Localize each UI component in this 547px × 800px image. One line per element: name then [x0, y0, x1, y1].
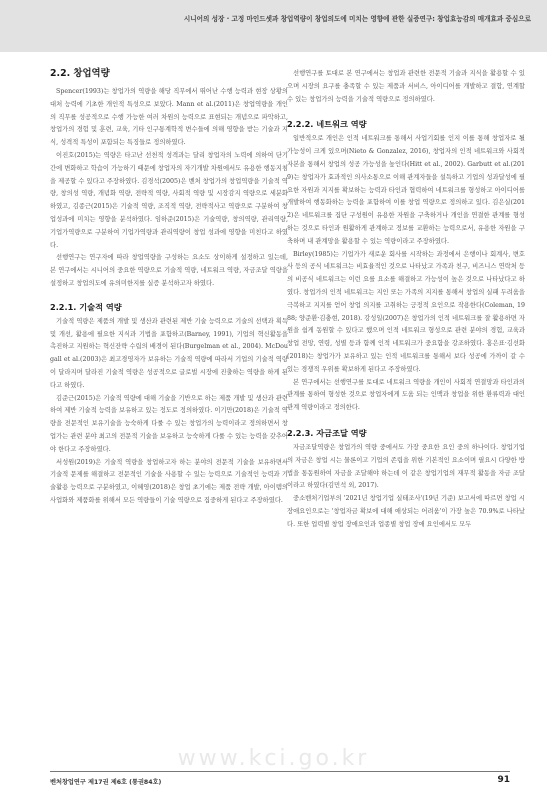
- section-title: 2.2. 창업역량: [50, 68, 110, 79]
- right-column: [287, 68, 525, 532]
- page-number: 91: [497, 775, 510, 785]
- paragraph: 서성원(2019)은 기술적 역량을 창업하고자 하는 분야의 전문적 기술을 보유하면서 기술적 문제를 해결하고 전문적인 기술을 사용할 수 있는 능력으로 기술적인 능력과 기술활용 능력으로 구분하였고, 이혜영(2018)은 창업 초기에는 제품 전략 개발, 아이템의 사업화와 제품화를 위해서 모든 역량들이 기술 역량으로 집중하게 된다고 주장하였다.: [50, 458, 288, 504]
- running-title: 시니어의 성장 · 고정 마인드셋과 창업역량이 창업의도에 미치는 영향에 관한 실증연구: 창업효능감의 매개효과 중심으로: [183, 15, 531, 23]
- paragraph: 본 연구에서는 선행연구를 토대로 네트워크 역량을 개인이 사회적 연결망과 타인과의 관계를 통하여 형성한 것으로 창업자에게 도움 되는 인맥과 창업을 위한 환류력과 대인관계 역량이라고 정의한다.: [287, 378, 525, 412]
- paragraph: 일반적으로 개인은 인적 네트워크를 통해서 사업기회를 인지 이를 통해 창업자로 될 가능성이 크게 있으며(Nieto & Gonzalez, 2016), 창업자의 인적 네트워크와 사회적 자본을 통해서 창업의 성공 가능성을 높인다(Hitt et al., 2002). Garbutt et al.(2019)는 창업자가 효과적인 의사소통으로 이해 관계자들을 설득하고 기업의 성과달성에 필요한 자원과 지지를 확보하는 능력과 타인과 협력하여 네트워크를 형성하고 아이디어를 개발하여 행동화하는 능력을 포함하여 이를 창업 역량으로 정의하고 있다. 김은실(2012)은 네트워크를 집단 구성원이 유용한 자원을 구축하거나 개인을 연결한 관계를 형성하는 것으로 타인과 원활하게 관계하고 정보를 교환하는 능력으로서, 유용한 자원을 구축하며 내 관계망을 활용할 수 있는 역량이라고 주장하였다.: [287, 135, 525, 245]
- subsection-title: 2.2.3. 자금조달 역량: [287, 427, 367, 438]
- paragraph: 중소벤처기업부의 '2021년 창업기업 실태조사'(19년 기준) 보고서에 따르면 창업 시 장애요인으로는 '창업자금 확보에 대해 애상되는 어려움'이 가장 높은 70.9%로 나타났다. 또한 업력별 창업 장애요인과 업종별 창업 장애 요인에서도 모두: [287, 495, 525, 528]
- paragraph: 선행연구를 토대로 본 연구에서는 창업과 관련한 전문적 기술과 지식을 활용할 수 있으며 시장의 요구를 충족할 수 있는 제품과 서비스, 아이디어를 개발하고 결합, 연계할 수 있는 창업가의 능력을 기술적 역량으로 정의하였다.: [287, 70, 525, 103]
- running-header: [0, 0, 547, 52]
- paragraph: Birley(1985)는 기업가가 새로운 회사를 시작하는 과정에서 은행이나 회계사, 변호사 등의 공식 네트워크는 비효율적인 것으로 나타났고 가족과 친구, 비즈니스 연락처 등의 비공식 네트워크는 이런 요를 요소를 해결하고 가능성이 높은 것으로 나타났다고 하였다. 창업가의 인적 네트워크는 지인 또는 가족의 지지를 통해서 창업의 실패 두려움을 극복하고 지지를 얻어 창업 의지를 고취하는 긍정적 요인으로 작용한다(Coleman, 1988; 양준환·김충현, 2018). 강성일(2007)은 창업가의 인적 네트워크를 잘 활용하면 자원을 쉽게 동원할 수 있다고 했으며 인적 네트워크 형성으로 관련 분야의 경험, 교육과 창업 전망, 연령, 성별 등과 함께 인적 네트워크가 중요함을 강조하였다. 홍은표·김선화(2018)는 창업가가 보유하고 있는 인적 네트워크를 통해서 보다 성공에 가까이 갈 수 있는 경쟁적 우위를 확보하게 된다고 주장하였다.: [287, 250, 525, 373]
- paragraph: 이진호(2015)는 역량은 타고난 선천적 성격과는 달리 창업자의 노력에 의하여 단기간에 변화하고 학습이 가능하기 때문에 창업자의 자기개발 차원에서도 유용한 행동지침을 제공할 수 있다고 주장하였다. 김경석(2005)은 벤처 창업가의 창업역량을 기술적 역량, 창의성 역량, 개념화 역량, 전략적 역량, 사회적 역량 및 시장감지 역량으로 세분화하였고, 김종근(2015)은 기술적 역량, 조직적 역량, 전략적사고 역량으로 구분하여 창업성과에 미치는 영향을 분석하였다. 임하준(2015)은 기술역량, 창의역량, 관리역량, 기업가역량으로 구분하여 기업가역량과 관리역량이 창업 성과에 영향을 미친다고 하였다.: [50, 151, 288, 249]
- paragraph: 김준근(2015)은 기술적 역량에 대해 기술을 기반으로 하는 제품 개발 및 생산과 관련하여 제반 기술적 능력을 보유하고 있는 정도로 정의하였다. 이기만(2018)은 기술적 역량을 전문적인 보유기술을 능숙하게 다룰 수 있는 창업가의 능력이라고 정의하면서 창업가는 관련 분야 최고의 전문적 기술을 보유하고 능숙하게 다룰 수 있는 능력을 갖추어야 한다고 주장하였다.: [50, 394, 288, 453]
- paragraph: Spencer(1993)는 창업가의 역량을 해당 직무에서 뛰어난 수행 능력과 현장 상황의 대처 능력에 기초한 개인적 특성으로 보았다. Mann et al.(2011)은 창업역량을 개인의 직무를 성공적으로 수행 가능한 여러 차원의 능력으로 표현되는 개념으로 파악하고, 창업가의 경험 및 훈련, 교육, 기타 인구통계학적 변수들에 의해 영향을 받는 기술과 지식, 성격적 특성이 포함되는 특징들로 정의하였다.: [50, 88, 288, 147]
- journal-citation: 벤처창업연구 제17권 제6호 (통권84호): [50, 779, 162, 786]
- subsection-title: 2.2.2. 네트워크 역량: [287, 119, 367, 130]
- footer-rule: [50, 771, 510, 772]
- paragraph: 기술적 역량은 제품의 개발 및 생산과 관련된 제반 기술 능력으로 기술의 선택과 획득 및 개선, 활용에 필요한 지식과 기법을 포함하고(Barney, 1991), 기업의 혁신활동을 촉진하고 지원하는 혁신잔략 수립의 배경이 된다(Burgelman et al., 2004). McDougall et al.(2003)은 최고경영자가 보유하는 기술적 역량에 따라서 기업의 기술적 역량이 달라지며 달라진 기술적 역량은 성공적으로 글로벌 시장에 진출하는 역량을 하게 된다고 하였다.: [50, 317, 288, 389]
- paragraph: 선행연구는 연구자에 따라 창업역량을 구성하는 요소도 상이하게 설정하고 있는데, 본 연구에서는 시니어의 중요한 역량으로 기술적 역량, 네트워크 역량, 자금조달 역량을 설정하고 창업의도에 유의미한지를 실증 분석하고자 하였다.: [50, 254, 288, 287]
- paragraph: 자금조달역량은 창업가의 역량 중에서도 가장 중요한 요인 중의 하나이다. 창업기업의 자금은 창업 시는 물론이고 기업의 존립을 위한 기본적인 요소이며 필요시 다양한 방법을 통동원하여 자금을 조달해야 하는데 이 같은 창업기업의 재무적 활동을 자금 조달이라고 하였다(김민석 외, 2017).: [287, 443, 525, 490]
- subsection-title: 2.2.1. 기술적 역량: [50, 301, 122, 312]
- left-column: [50, 68, 288, 508]
- watermark: www.kci.go.kr: [177, 746, 370, 771]
